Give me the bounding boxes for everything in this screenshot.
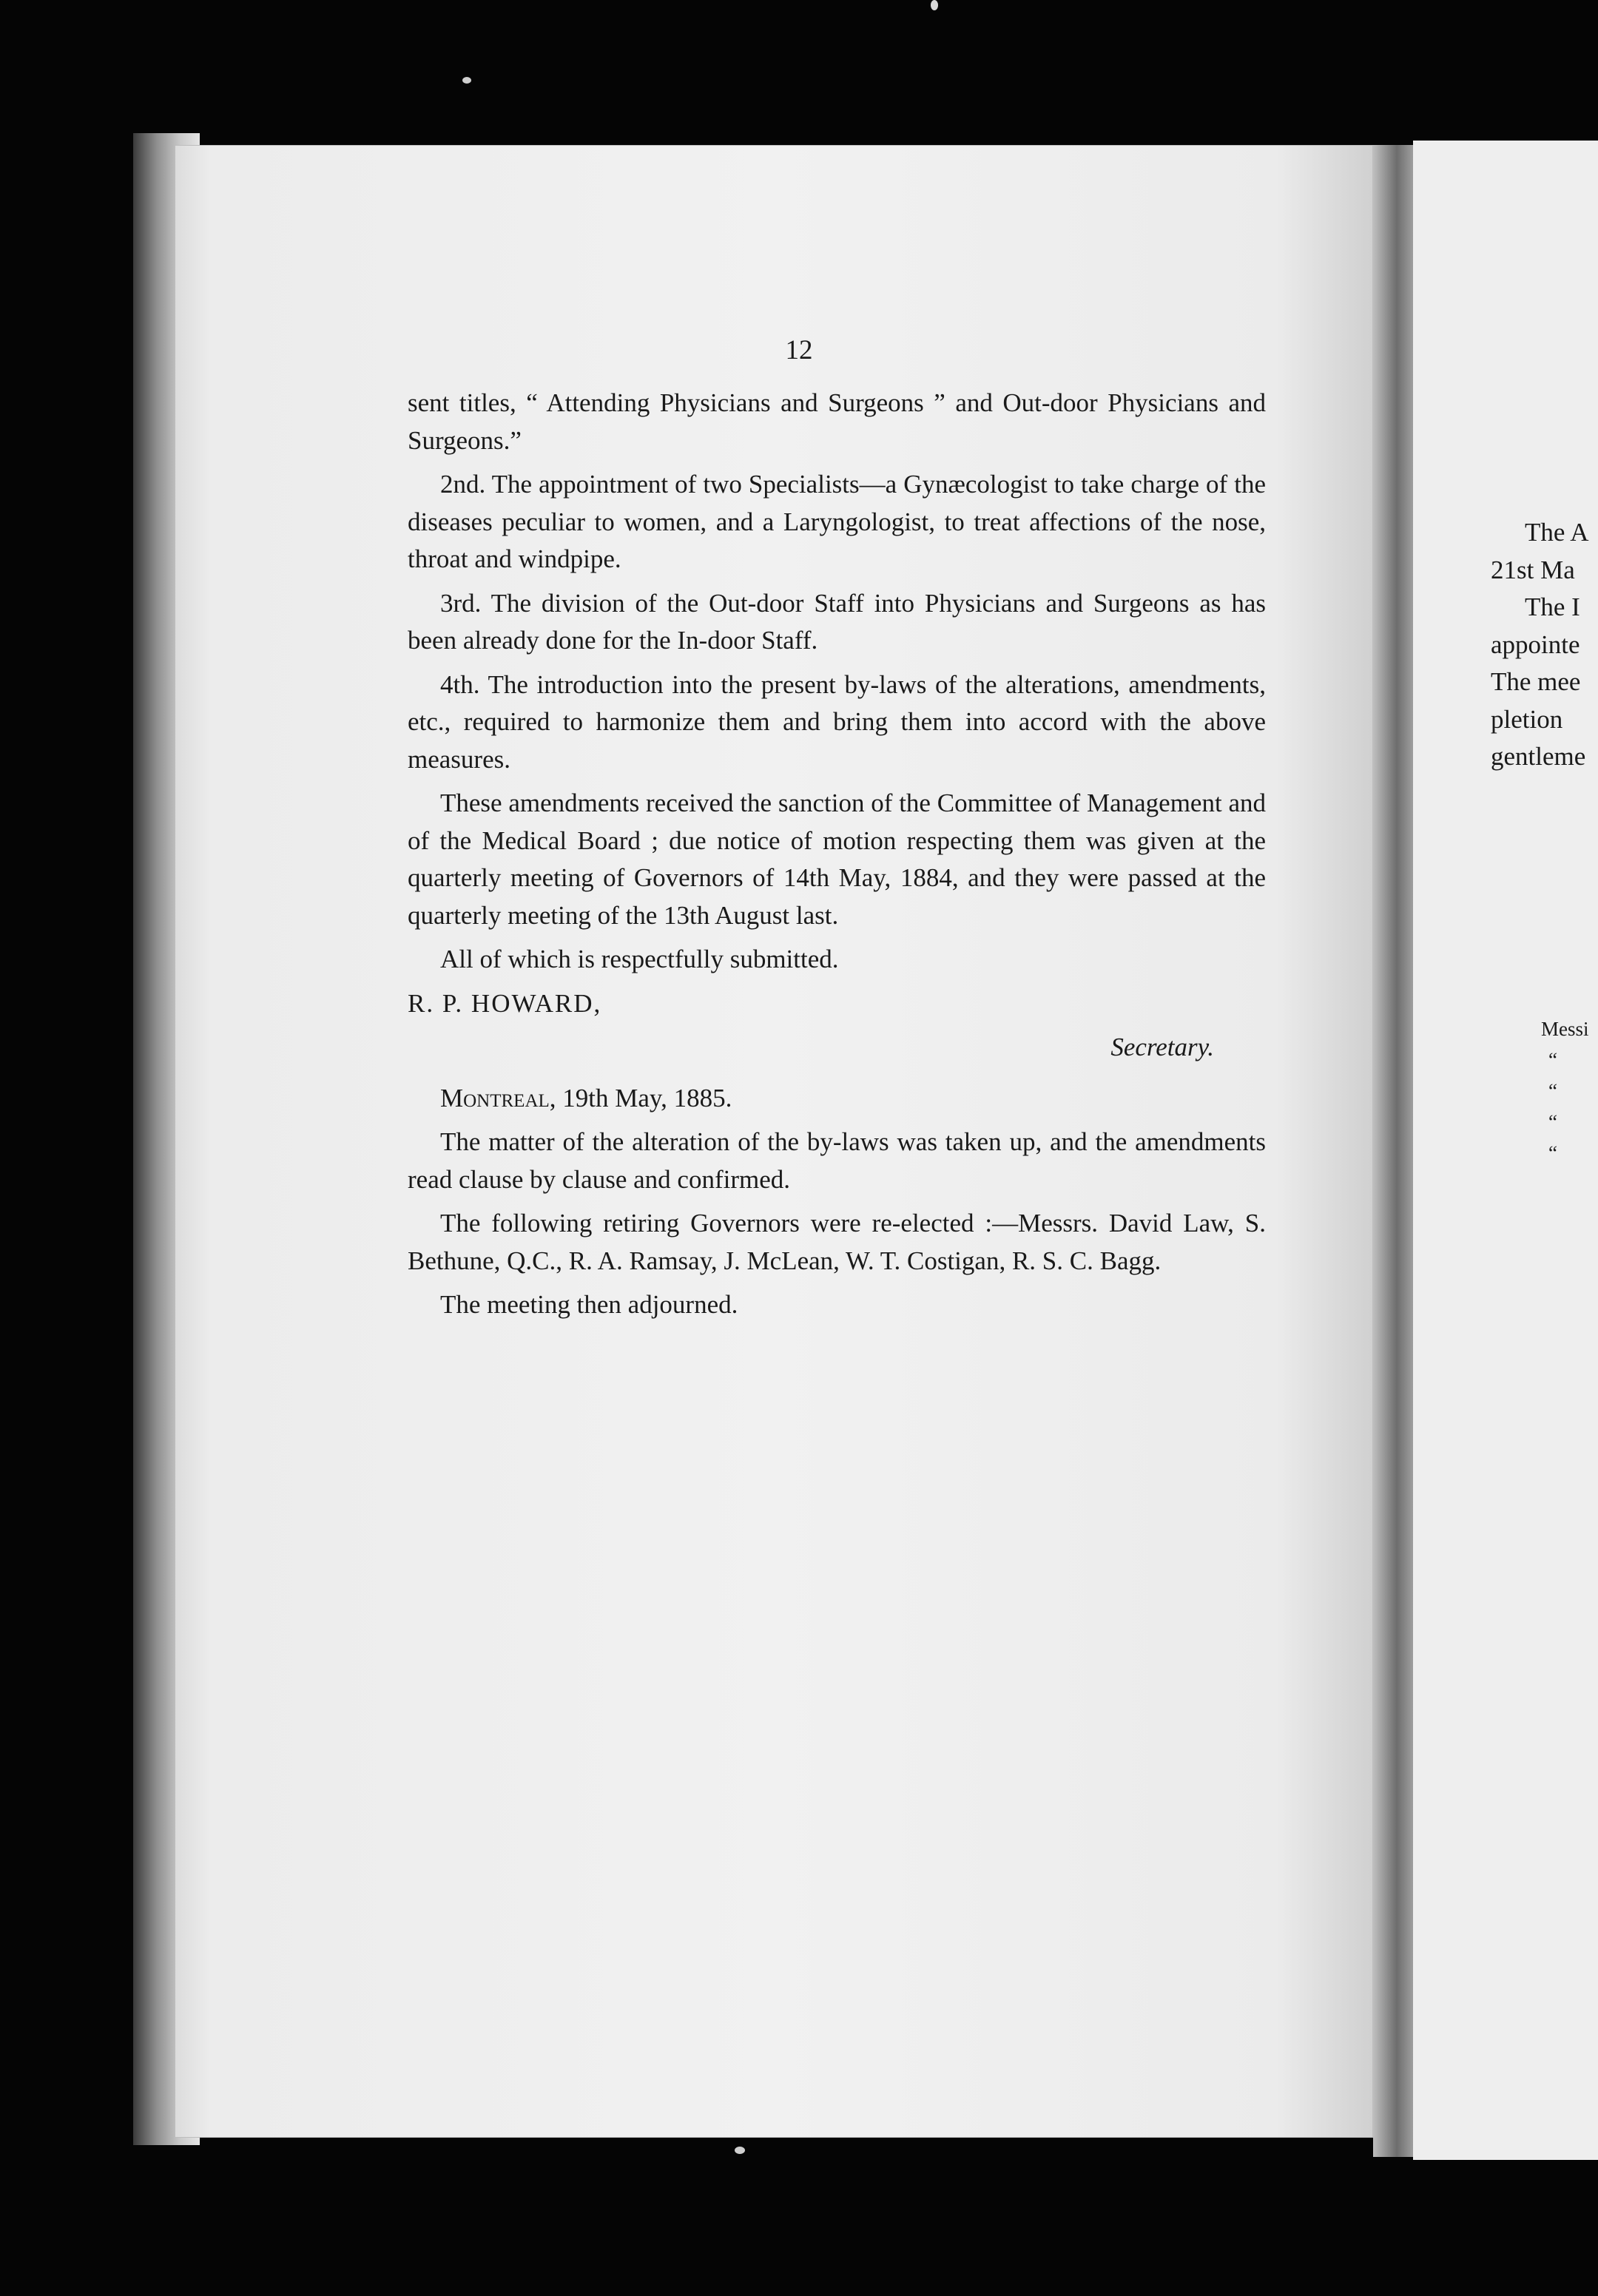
right-page-line: gentleme — [1491, 742, 1586, 771]
paragraph: 4th. The introduction into the present by-laws of the alterations, amendments, etc., required to harmonize them and bring them into accord with the above measures. — [408, 669, 1266, 774]
dateline-place: Montreal, — [440, 1083, 556, 1112]
right-page-list-head: Messi — [1541, 1018, 1589, 1040]
right-page-line: The mee — [1491, 667, 1581, 696]
paragraph: 2nd. The appointment of two Specialists—a Gynæcologist to take charge of the diseases peculiar to women, and a Laryngologist, to treat affections of the nose, throat and windpipe. — [408, 470, 1266, 573]
right-page-text — [1491, 514, 1598, 776]
right-page-line: The I — [1525, 592, 1580, 621]
dust-speck — [462, 77, 471, 84]
paragraph: All of which is respectfully submitted. — [440, 945, 839, 973]
paragraph: The meeting then adjourned. — [440, 1290, 738, 1319]
right-page-line: The A — [1525, 518, 1589, 547]
paragraph: sent titles, “ Attending Physicians and Surgeons ” and Out-door Physicians and Surgeons.” — [408, 388, 1266, 455]
ditto-mark: “ — [1548, 1111, 1557, 1133]
document-body — [408, 385, 1266, 1331]
dateline-date: 19th May, 1885. — [556, 1083, 732, 1112]
dust-speck — [931, 0, 938, 10]
signature-name: R. P. HOWARD, — [408, 988, 602, 1018]
paragraph: The following retiring Governors were re-elected :—Messrs. David Law, S. Bethune, Q.C., R. A. Ramsay, J. McLean, W. T. Costigan, R. S. C. Bagg. — [408, 1209, 1266, 1275]
dateline — [408, 1080, 1266, 1118]
right-page-line: pletion — [1491, 704, 1563, 734]
paragraph: The matter of the alteration of the by-laws was taken up, and the amendments read clause by clause and confirmed. — [408, 1127, 1266, 1194]
page-number: 12 — [785, 335, 813, 365]
right-page-line: 21st Ma — [1491, 555, 1575, 584]
paragraph: These amendments received the sanction of the Committee of Management and of the Medical Board ; due notice of motion respecting them was given at the quarterly meeting of Governors of 14th May, 1884, and they were passed at the quarterly meeting of the 13th August last. — [408, 789, 1266, 930]
paragraph: 3rd. The division of the Out-door Staff into Physicians and Surgeons as has been already done for the In-door Staff. — [408, 588, 1266, 655]
ditto-mark: “ — [1548, 1049, 1557, 1071]
dust-speck — [735, 2147, 745, 2154]
signature-title: Secretary. — [1110, 1033, 1214, 1061]
right-page-list — [1541, 1013, 1598, 1169]
ditto-mark: “ — [1548, 1142, 1557, 1164]
ditto-mark: “ — [1548, 1080, 1557, 1102]
right-page-line: appointe — [1491, 629, 1580, 659]
